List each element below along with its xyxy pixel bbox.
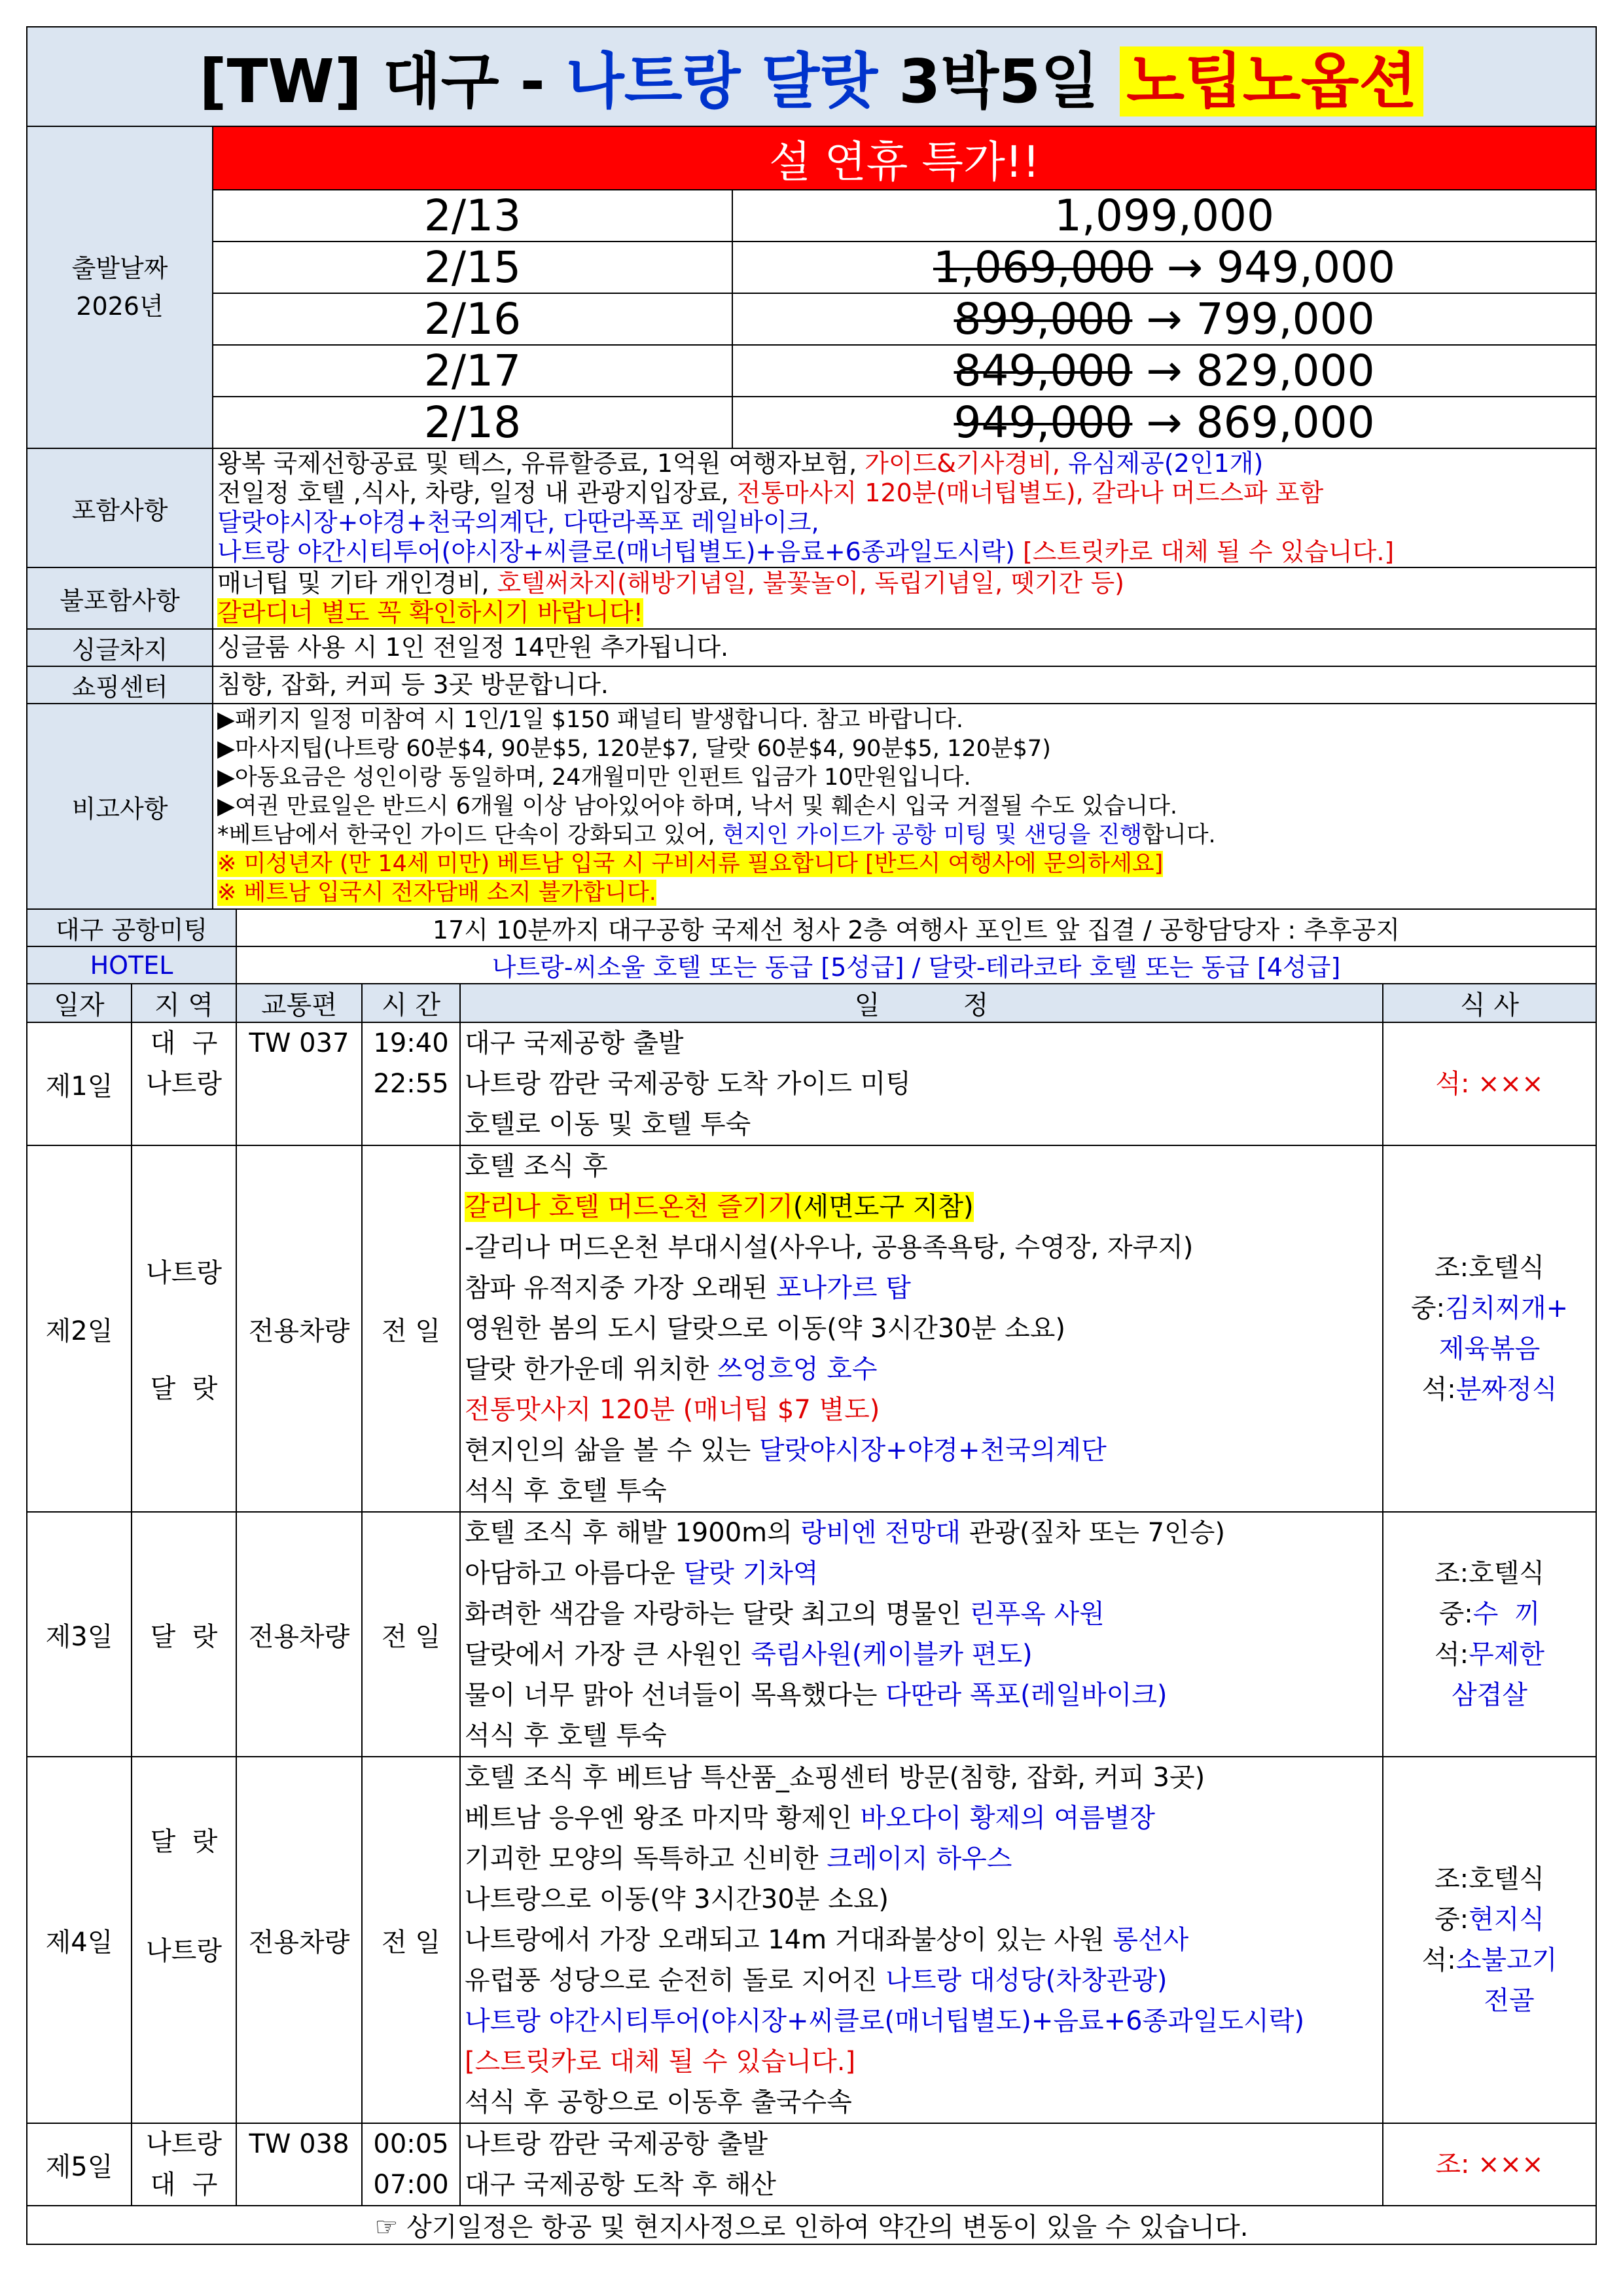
- departure-date: 2/15: [213, 242, 732, 293]
- col-meal: 식 사: [1383, 984, 1596, 1022]
- hotel-label: HOTEL: [27, 946, 236, 984]
- day-label: 제1일: [27, 1022, 132, 1145]
- remark-line: ▶여권 만료일은 반드시 6개월 이상 남아있어야 하며, 낙서 및 훼손시 입국 거절될 수도 있습니다.: [217, 793, 1178, 819]
- price-new: 949,000: [1217, 242, 1396, 293]
- shopping-label: 쇼핑센터: [27, 666, 213, 704]
- title-part3: 3박5일: [878, 46, 1120, 117]
- price-old: 1,069,000: [933, 242, 1153, 293]
- shopping-text: 침향, 잡화, 커피 등 3곳 방문합니다.: [213, 666, 1596, 704]
- departure-label: [27, 126, 213, 448]
- remark-line: ▶패키지 일정 미참여 시 1인/1일 $150 패널티 발생합니다. 참고 바랍니다.: [217, 707, 963, 733]
- departure-date: 2/17: [213, 345, 732, 397]
- included-line: 전일정 호텔 ,식사, 차량, 일정 내 관광지입장료, 전통마사지 120분(매너팁별도), 갈라나 머드스파 포함: [217, 478, 1324, 507]
- day-meal: 조:호텔식 중:수 끼 석:무제한 삼겹살: [1383, 1512, 1596, 1757]
- day-itinerary: 대구 국제공항 출발 나트랑 깜란 국제공항 도착 가이드 미팅 호텔로 이동 및 호텔 투숙: [460, 1022, 1383, 1145]
- departure-price: [732, 242, 1596, 293]
- day-label: 제3일: [27, 1512, 132, 1757]
- arrow-glyph: →: [1132, 346, 1196, 396]
- day-meal: 석: ×××: [1383, 1022, 1596, 1145]
- price-new: 799,000: [1196, 294, 1375, 344]
- departure-label-line1: 출발날짜: [71, 254, 168, 283]
- day-transport: TW 037: [236, 1022, 362, 1145]
- schedule-table: [26, 908, 1597, 2245]
- price-old: 849,000: [954, 346, 1133, 396]
- price-old: 949,000: [954, 397, 1133, 448]
- price-new: 869,000: [1196, 397, 1375, 448]
- meeting-label: 대구 공항미팅: [27, 909, 236, 946]
- col-time: 시 간: [362, 984, 460, 1022]
- departure-price: [732, 397, 1596, 448]
- remarks-label: 비고사항: [27, 704, 213, 909]
- single-text: 싱글룸 사용 시 1인 전일정 14만원 추가됩니다.: [213, 629, 1596, 666]
- remark-line: ▶마사지팁(나트랑 60분$4, 90분$5, 120분$7, 달랏 60분$4, 90분$5, 120분$7): [217, 736, 1051, 762]
- remark-line: ▶아동요금은 성인이랑 동일하며, 24개월미만 인펀트 입금가 10만원입니다.: [217, 764, 971, 791]
- departure-date: 2/13: [213, 190, 732, 242]
- included-label: 포함사항: [27, 448, 213, 567]
- col-region: 지 역: [132, 984, 236, 1022]
- page: [26, 26, 1596, 2245]
- day-row: [27, 1512, 1596, 1757]
- day-meal: 조:호텔식 중:김치찌개+ 제육볶음 석:분짜정식: [1383, 1145, 1596, 1512]
- included-line: 달랏야시장+야경+천국의계단, 다딴라폭포 레일바이크,: [217, 508, 819, 537]
- special-banner: 설 연휴 특가!!: [213, 126, 1596, 190]
- remark-line: ※ 베트남 입국시 전자담배 소지 불가합니다.: [217, 880, 656, 906]
- day-region: 달 랏 나트랑: [132, 1757, 236, 2123]
- title-part2: 나트랑 달랏: [565, 46, 878, 117]
- meeting-text: 17시 10분까지 대구공항 국제선 청사 2층 여행사 포인트 앞 집결 / 공항담당자 : 추후공지: [236, 909, 1596, 946]
- day-time: 00:05 07:00: [362, 2123, 460, 2206]
- day-transport: 전용차량: [236, 1757, 362, 2123]
- arrow-glyph: →: [1132, 397, 1196, 448]
- day-region: 나트랑 대 구: [132, 2123, 236, 2206]
- day-row: [27, 1022, 1596, 1145]
- arrow-glyph: →: [1152, 242, 1217, 293]
- included-text: [213, 448, 1596, 567]
- remark-line: ※ 미성년자 (만 14세 미만) 베트남 입국 시 구비서류 필요합니다 [반드시 여행사에 문의하세요]: [217, 851, 1164, 877]
- day-row: [27, 2123, 1596, 2206]
- title-part1: [TW] 대구 -: [199, 46, 566, 117]
- day-transport: 전용차량: [236, 1512, 362, 1757]
- day-label: 제4일: [27, 1757, 132, 2123]
- day-time: 전 일: [362, 1512, 460, 1757]
- title-badge: 노팁노옵션: [1120, 46, 1423, 117]
- day-region: 달 랏: [132, 1512, 236, 1757]
- remarks-text: [213, 704, 1596, 909]
- day-label: 제2일: [27, 1145, 132, 1512]
- footer-note: ☞ 상기일정은 항공 및 현지사정으로 인하여 약간의 변동이 있을 수 있습니다.: [27, 2206, 1596, 2244]
- day-meal: 조:호텔식 중:현지식 석:소불고기 전골: [1383, 1757, 1596, 2123]
- day-transport: 전용차량: [236, 1145, 362, 1512]
- day-region: 대 구 나트랑: [132, 1022, 236, 1145]
- excluded-label: 불포함사항: [27, 567, 213, 629]
- included-line: 왕복 국제선항공료 및 텍스, 유류할증료, 1억원 여행자보험, 가이드&기사경비, 유심제공(2인1개): [217, 449, 1264, 478]
- single-label: 싱글차지: [27, 629, 213, 666]
- day-time: 19:40 22:55: [362, 1022, 460, 1145]
- departure-label-line2: 2026년: [76, 292, 164, 321]
- day-time: 전 일: [362, 1757, 460, 2123]
- day-itinerary: 호텔 조식 후 갈리나 호텔 머드온천 즐기기(세면도구 지참) -갈리나 머드온천 부대시설(사우나, 공용족욕탕, 수영장, 자쿠지) 참파 유적지중 가장 오래된 포나가르 탑 영원한 봄의 도시 달랏으로 이동(약 3시간30분 소요) 달랏 한가운데 위치한 쓰엉흐엉 호수 전통맛사지 120분 (매너팁 $7 별도) 현지인의 삶을 볼 수 있는 달랏야시장+야경+천국의계단 석식 후 호텔 투숙: [460, 1145, 1383, 1512]
- day-region: 나트랑 달 랏: [132, 1145, 236, 1512]
- day-row: [27, 1145, 1596, 1512]
- day-label: 제5일: [27, 2123, 132, 2206]
- day-time: 전 일: [362, 1145, 460, 1512]
- remark-line: *베트남에서 한국인 가이드 단속이 강화되고 있어, 현지인 가이드가 공항 미팅 및 샌딩을 진행합니다.: [217, 822, 1216, 848]
- day-transport: TW 038: [236, 2123, 362, 2206]
- page-title: [27, 27, 1596, 126]
- day-row: [27, 1757, 1596, 2123]
- col-day: 일자: [27, 984, 132, 1022]
- day-itinerary: 호텔 조식 후 베트남 특산품_쇼핑센터 방문(침향, 잡화, 커피 3곳) 베트남 응우엔 왕조 마지막 황제인 바오다이 황제의 여름별장 기괴한 모양의 독특하고 신비한 크레이지 하우스 나트랑으로 이동(약 3시간30분 소요) 나트랑에서 가장 오래되고 14m 거대좌불상이 있는 사원 롱선사 유럽풍 성당으로 순전히 돌로 지어진 나트랑 대성당(차창관광) 나트랑 야간시티투어(야시장+씨클로(매너팁별도)+음료+6종과일도시락) [스트릿카로 대체 될 수 있습니다.] 석식 후 공항으로 이동후 출국수속: [460, 1757, 1383, 2123]
- day-meal: 조: ×××: [1383, 2123, 1596, 2206]
- arrow-glyph: →: [1132, 294, 1196, 344]
- excluded-line: 갈라디너 별도 꼭 확인하시기 바랍니다!: [217, 598, 643, 627]
- departure-price: [732, 345, 1596, 397]
- col-transport: 교통편: [236, 984, 362, 1022]
- day-itinerary: 나트랑 깜란 국제공항 출발 대구 국제공항 도착 후 해산: [460, 2123, 1383, 2206]
- departure-date: 2/16: [213, 293, 732, 345]
- price-new: 829,000: [1196, 346, 1375, 396]
- day-itinerary: 호텔 조식 후 해발 1900m의 랑비엔 전망대 관광(짚차 또는 7인승) 아담하고 아름다운 달랏 기차역 화려한 색감을 자랑하는 달랏 최고의 명물인 린푸옥 사원 달랏에서 가장 큰 사원인 죽림사원(케이블카 편도) 물이 너무 맑아 선녀들이 목욕했다는 다딴라 폭포(레일바이크) 석식 후 호텔 투숙: [460, 1512, 1383, 1757]
- departure-price: [732, 190, 1596, 242]
- departure-date: 2/18: [213, 397, 732, 448]
- col-itinerary: 일 정: [460, 984, 1383, 1022]
- excluded-line: 매너팁 및 기타 개인경비, 호텔써차지(해방기념일, 불꽃놀이, 독립기념일, 뗏기간 등): [217, 569, 1124, 598]
- included-line: 나트랑 야간시티투어(야시장+씨클로(매너팁별도)+음료+6종과일도시락) [스트릿카로 대체 될 수 있습니다.]: [217, 537, 1395, 566]
- excluded-text: [213, 567, 1596, 629]
- hotel-text: 나트랑-씨소울 호텔 또는 동급 [5성급] / 달랏-테라코타 호텔 또는 동급 [4성급]: [236, 946, 1596, 984]
- price-new: 1,099,000: [1054, 190, 1274, 241]
- price-old: 899,000: [954, 294, 1133, 344]
- departure-price: [732, 293, 1596, 345]
- info-table: [26, 26, 1597, 910]
